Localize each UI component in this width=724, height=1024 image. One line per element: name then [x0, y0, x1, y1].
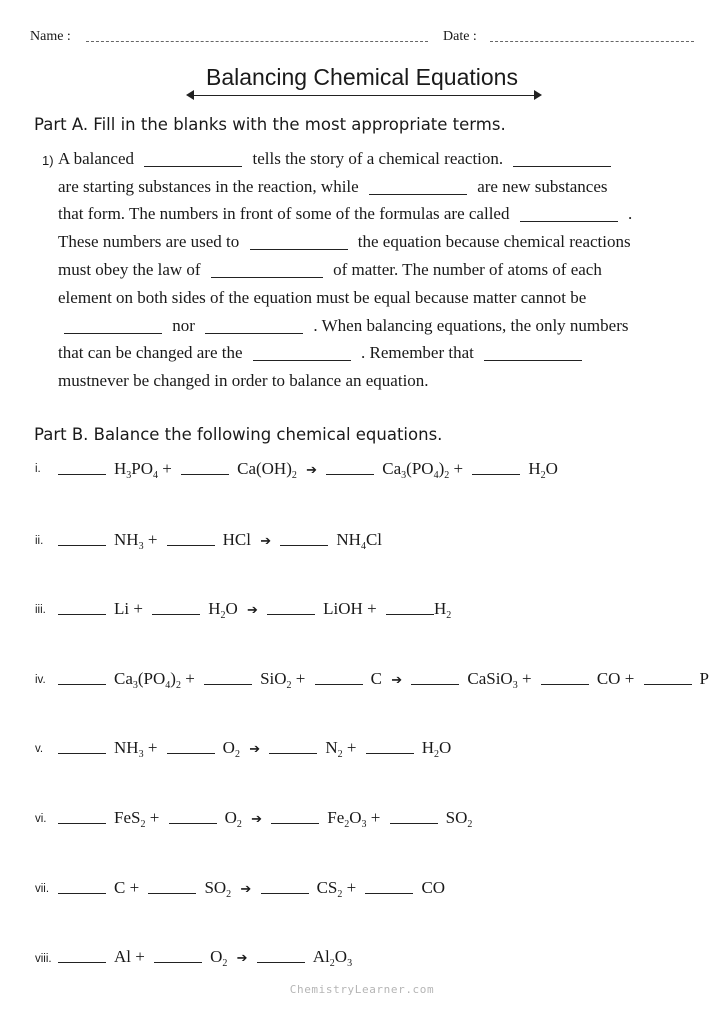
blank-1[interactable]: [144, 150, 242, 167]
coefficient-blank[interactable]: [472, 460, 520, 475]
footer-watermark: ChemistryLearner.com: [289, 983, 435, 996]
equation-number-v: v.: [35, 743, 44, 755]
equation-number-vi: vi.: [35, 813, 47, 825]
coefficient-blank[interactable]: [267, 600, 315, 615]
equation-number-ii: ii.: [35, 535, 44, 547]
equation-v: $NH_3 + O_2$ ➔ $N_2 + H_2O$: [58, 737, 451, 760]
paragraph-line-7: nor . When balancing equations, the only numbers: [58, 315, 628, 337]
coefficient-blank[interactable]: [326, 460, 374, 475]
paragraph-line-4: These numbers are used to the equation because chemical reactions: [58, 232, 631, 251]
blank-6[interactable]: [211, 261, 323, 278]
blank-10[interactable]: [484, 344, 582, 361]
paragraph-line-3: that form. The numbers in front of some of the formulas are called .: [58, 204, 633, 223]
coefficient-blank[interactable]: [365, 879, 413, 894]
coefficient-blank[interactable]: [271, 809, 319, 824]
paragraph-line-2: are starting substances in the reaction, while are new substances: [58, 177, 608, 196]
coefficient-blank[interactable]: [386, 600, 434, 615]
equation-iii: $Li + H_2O$ ➔ LiOH + $H_2$: [58, 598, 451, 621]
coefficient-blank[interactable]: [315, 670, 363, 685]
part-a-heading: Part A. Fill in the blanks with the most appropriate terms.: [34, 115, 506, 134]
coefficient-blank[interactable]: [541, 670, 589, 685]
equation-i: $H_3PO_4 + Ca(OH)_2$ ➔ $Ca_3(PO_4)_2 + H_2O$: [58, 458, 558, 481]
blank-4[interactable]: [520, 205, 618, 222]
page-title: Balancing Chemical Equations: [206, 64, 518, 90]
reaction-arrow: ➔: [306, 462, 318, 477]
equation-iv: $Ca_3(PO_4)_2 + SiO_2 + C$ ➔ CaSiO$_3$ + CO + P: [58, 668, 709, 691]
paragraph-line-5: must obey the law of of matter. The number of atoms of each: [58, 260, 602, 279]
coefficient-blank[interactable]: [58, 531, 106, 546]
coefficient-blank[interactable]: [411, 670, 459, 685]
part-b-heading: Part B. Balance the following chemical equations.: [34, 425, 443, 444]
equation-vi: $FeS_2 + O_2$ ➔ $Fe_2O_3 + SO_2$: [58, 807, 472, 830]
coefficient-blank[interactable]: [152, 600, 200, 615]
blank-9[interactable]: [253, 344, 351, 361]
reaction-arrow: ➔: [249, 741, 261, 756]
paragraph-line-9: mustnever be changed in order to balance an equation.: [58, 371, 429, 390]
equation-number-i: i.: [35, 463, 41, 475]
paragraph-line-6: element on both sides of the equation must be equal because matter cannot be: [58, 288, 587, 307]
coefficient-blank[interactable]: [181, 460, 229, 475]
equation-number-iii: iii.: [35, 604, 46, 616]
coefficient-blank[interactable]: [148, 879, 196, 894]
coefficient-blank[interactable]: [269, 739, 317, 754]
equation-viii: $Al + O_2$ ➔ $Al_2O_3$: [58, 946, 352, 969]
equation-number-iv: iv.: [35, 674, 46, 686]
paragraph-line-1: A balanced tells the story of a chemical reaction.: [58, 148, 611, 170]
reaction-arrow: ➔: [391, 672, 403, 687]
coefficient-blank[interactable]: [58, 670, 106, 685]
coefficient-blank[interactable]: [167, 531, 215, 546]
coefficient-blank[interactable]: [169, 809, 217, 824]
coefficient-blank[interactable]: [167, 739, 215, 754]
blank-5[interactable]: [250, 233, 348, 250]
coefficient-blank[interactable]: [261, 879, 309, 894]
blank-7[interactable]: [64, 317, 162, 334]
equation-number-viii: viii.: [35, 953, 52, 965]
blank-8[interactable]: [205, 317, 303, 334]
blank-3[interactable]: [369, 178, 467, 195]
reaction-arrow: ➔: [236, 950, 248, 965]
coefficient-blank[interactable]: [280, 531, 328, 546]
name-label: Name :: [30, 29, 71, 44]
coefficient-blank[interactable]: [58, 879, 106, 894]
coefficient-blank[interactable]: [390, 809, 438, 824]
title-right-arrowhead: [534, 90, 542, 100]
question-number: 1): [42, 153, 54, 168]
coefficient-blank[interactable]: [257, 948, 305, 963]
coefficient-blank[interactable]: [58, 600, 106, 615]
coefficient-blank[interactable]: [58, 948, 106, 963]
equation-ii: $NH_3$ + HCl ➔ $NH_4Cl$: [58, 529, 382, 552]
coefficient-blank[interactable]: [58, 809, 106, 824]
coefficient-blank[interactable]: [644, 670, 692, 685]
date-field[interactable]: [490, 41, 694, 42]
paragraph-line-8: that can be changed are the . Remember that: [58, 342, 582, 364]
reaction-arrow: ➔: [247, 602, 258, 617]
blank-2[interactable]: [513, 150, 611, 167]
reaction-arrow: ➔: [240, 881, 252, 896]
coefficient-blank[interactable]: [58, 460, 106, 475]
coefficient-blank[interactable]: [58, 739, 106, 754]
equation-vii: $C + SO_2$ ➔ $CS_2$ + CO: [58, 877, 445, 900]
equation-number-vii: vii.: [35, 883, 50, 895]
coefficient-blank[interactable]: [366, 739, 414, 754]
reaction-arrow: ➔: [260, 533, 272, 548]
title-underline: [192, 95, 536, 96]
coefficient-blank[interactable]: [154, 948, 202, 963]
title-left-arrowhead: [186, 90, 194, 100]
coefficient-blank[interactable]: [204, 670, 252, 685]
date-label: Date :: [443, 29, 477, 44]
name-field[interactable]: [86, 41, 428, 42]
reaction-arrow: ➔: [251, 811, 262, 826]
